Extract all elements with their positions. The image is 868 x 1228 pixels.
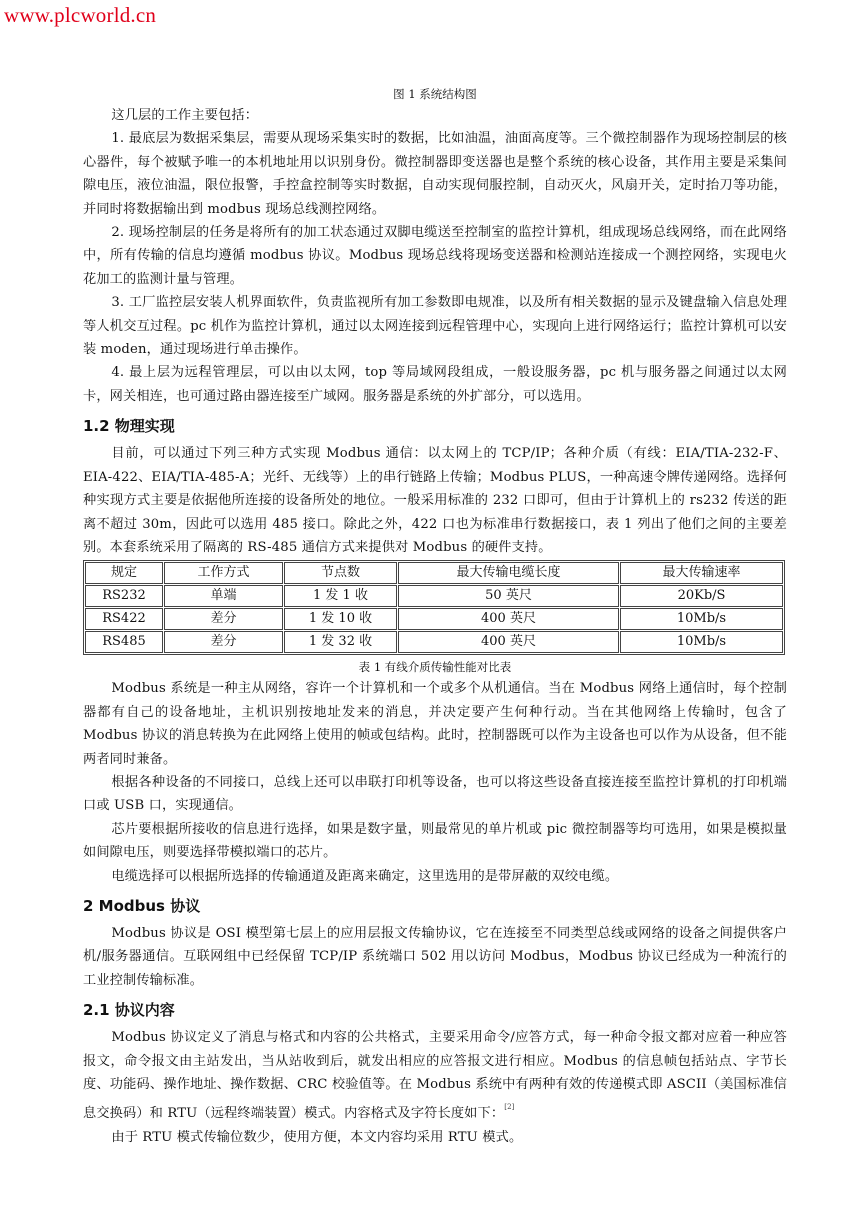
table-header-cell: 规定 <box>85 562 163 584</box>
table-cell: 10Mb/s <box>620 631 783 653</box>
site-watermark: www.plcworld.cn <box>4 3 157 27</box>
intro-paragraph: 这几层的工作主要包括： <box>111 108 259 123</box>
protocol-content-paragraph <box>83 1026 787 1126</box>
reference-marker[interactable]: [2] <box>504 1103 515 1112</box>
layer-item-3: 3. 工厂监控层安装人机界面软件，负责监视所有加工参数即电规准，以及所有相关数据的显示及键盘输入信息处理等人机交互过程。pc 机作为监控计算机，通过以太网连接到远程管理中心，实现向上进行网络运行；监控计算机可以安装 moden，通过现场进行单击操作。 <box>83 295 787 358</box>
table-cell: 1 发 10 收 <box>284 608 397 630</box>
medium-comparison-table <box>83 560 785 655</box>
rtu-mode-paragraph: 由于 RTU 模式传输位数少，使用方便，本文内容均采用 RTU 模式。 <box>111 1129 523 1145</box>
table-caption: 表 1 有线介质传输性能对比表 <box>358 660 512 675</box>
master-slave-paragraph: Modbus 系统是一种主从网络，容许一个计算机和一个或多个从机通信。当在 Modbus 网络上通信时，每个控制器都有自己的设备地址，主机识别按地址发来的消息，并决定要产生何种行动。当在其他网络上传输时，包含了 Modbus 协议的消息转换为在此网络上使用的帧或包结构。此时，控制器既可以作为主设备也可以作为从设备，但不能两者同时兼备。 <box>83 681 787 767</box>
cable-selection-paragraph: 电缆选择可以根据所选择的传输通道及距离来确定，这里选用的是带屏蔽的双绞电缆。 <box>111 868 619 884</box>
table-cell: 10Mb/s <box>620 608 783 630</box>
protocol-content-text: Modbus 协议定义了消息与格式和内容的公共格式，主要采用命令/应答方式，每一种命令报文都对应着一种应答报文，命令报文由主站发出，当从站收到后，就发出相应的应答报文进行相应。Modbus 的信息帧包括站点、字节长度、功能码、操作地址、操作数据、CRC 校验值等。在 Modbus 系统中有两种有效的传递模式即 ASCII（美国标准信息交换码）和 RTU（远程终端装置）模式。内容格式及字符长度如下： <box>83 1030 787 1122</box>
table-cell: 20Kb/S <box>620 585 783 607</box>
table-cell: 50 英尺 <box>398 585 619 607</box>
table-cell: 400 英尺 <box>398 631 619 653</box>
table-header-cell: 节点数 <box>284 562 397 584</box>
modbus-protocol-paragraph: Modbus 协议是 OSI 模型第七层上的应用层报文传输协议，它在连接至不同类型总线或网络的设备之间提供客户机/服务器通信。互联网组中已经保留 TCP/IP 系统端口 502 用以访问 Modbus，Modbus 协议已经成为一种流行的工业控制传输标准。 <box>83 925 787 988</box>
table-cell: RS232 <box>85 585 163 607</box>
table-cell: RS485 <box>85 631 163 653</box>
table-cell: 单端 <box>164 585 283 607</box>
table-cell: 1 发 1 收 <box>284 585 397 607</box>
table-header-row <box>85 562 783 584</box>
section-heading-2-1: 2.1 协议内容 <box>83 1001 175 1020</box>
table-header-cell: 工作方式 <box>164 562 283 584</box>
section-heading-1-2: 1.2 物理实现 <box>83 417 175 436</box>
table-cell: 1 发 32 收 <box>284 631 397 653</box>
chip-selection-paragraph: 芯片要根据所接收的信息进行选择，如果是数字量，则最常见的单片机或 pic 微控制器等均可选用，如果是模拟量如间隙电压，则要选择带模拟端口的芯片。 <box>83 821 787 861</box>
table-cell: RS422 <box>85 608 163 630</box>
table-cell: 差分 <box>164 608 283 630</box>
interface-paragraph: 根据各种设备的不同接口，总线上还可以串联打印机等设备，也可以将这些设备直接连接至监控计算机的打印机端口或 USB 口，实现通信。 <box>83 774 787 814</box>
table-header-cell: 最大传输电缆长度 <box>398 562 619 584</box>
table-row <box>85 585 783 607</box>
document-body <box>83 84 787 1149</box>
section-heading-2: 2 Modbus 协议 <box>83 896 201 915</box>
figure-caption: 图 1 系统结构图 <box>393 87 477 101</box>
physical-implementation-paragraph: 目前，可以通过下列三种方式实现 Modbus 通信：以太网上的 TCP/IP；各种介质（有线：EIA/TIA-232-F、EIA-422、EIA/TIA-485-A；光纤、无线等）上的串行链路上传输；Modbus PLUS，一种高速令牌传递网络。选择何种实现方式主要是依据他所连接的设备所处的地位。一般采用标准的 232 口即可，但由于计算机上的 rs232 传送的距离不超过 30m，因此可以选用 485 接口。除此之外，422 口也为标准串行数据接口，表 1 列出了他们之间的主要差别。本套系统采用了隔离的 RS-485 通信方式来提供对 Modbus 的硬件支持。 <box>83 446 787 555</box>
table-row <box>85 608 783 630</box>
table-header-cell: 最大传输速率 <box>620 562 783 584</box>
layer-item-4: 4. 最上层为远程管理层，可以由以太网，top 等局域网段组成，一般设服务器，pc 机与服务器之间通过以太网卡，网关相连，也可通过路由器连接至广域网。服务器是系统的外扩部分，可以选用。 <box>83 365 787 404</box>
layer-item-1: 1. 最底层为数据采集层，需要从现场采集实时的数据，比如油温，油面高度等。三个微控制器作为现场控制层的核心器件，每个被赋予唯一的本机地址用以识别身份。微控制器即变送器也是整个系统的核心设备，其作用主要是采集间隙电压，液位油温，限位报警，手控盒控制等实时数据，自动实现伺服控制，自动灭火，风扇开关，定时抬刀等功能，并同时将数据输出到 modbus 现场总线测控网络。 <box>83 131 787 217</box>
layer-item-2: 2. 现场控制层的任务是将所有的加工状态通过双脚电缆送至控制室的监控计算机，组成现场总线网络，而在此网络中，所有传输的信息均遵循 modbus 协议。Modbus 现场总线将现场变送器和检测站连接成一个测控网络，实现电火花加工的监测计量与管理。 <box>83 225 787 287</box>
table-cell: 差分 <box>164 631 283 653</box>
table-row <box>85 631 783 653</box>
table-cell: 400 英尺 <box>398 608 619 630</box>
